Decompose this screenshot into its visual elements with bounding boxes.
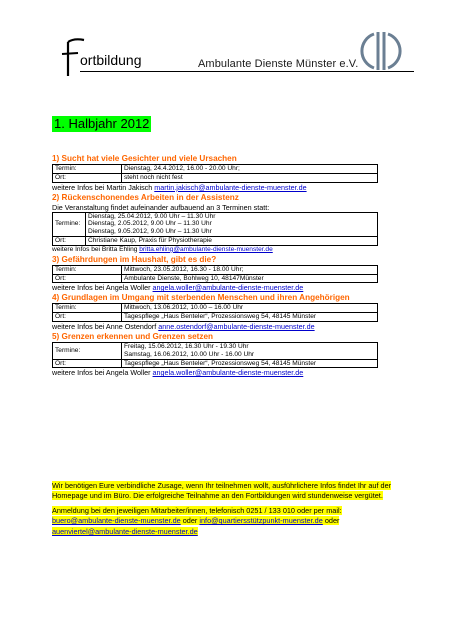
row-label: Termine: [53, 342, 122, 359]
contact-text: weitere Infos bei Britta Ehling [52, 245, 140, 253]
contact-email-link[interactable]: angela.woller@ambulante-dienste-muenster.de [152, 368, 304, 378]
notice-paragraph [52, 481, 404, 502]
termin-line: Freitag, 15.06.2012, 16.30 Uhr - 19.30 Uhr [124, 342, 249, 350]
table-row [53, 165, 378, 174]
contact-line [52, 368, 378, 377]
quartier-email-link[interactable]: info@quartiersstützpunkt-muenster.de [199, 516, 323, 526]
row-value: Dienstag, 24.4.2012, 16.00 - 20.00 Uhr; [122, 165, 378, 174]
contact-line [52, 246, 378, 254]
organization-logo-icon [360, 28, 408, 72]
section-title: 2) Rückenschonendes Arbeiten in der Assistenz [52, 192, 239, 202]
contact-email-link[interactable]: britta.ehling@ambulante-dienste-muenster.de [139, 245, 273, 253]
row-value [86, 212, 378, 236]
row-label: Ort: [53, 173, 122, 182]
termin-line: Samstag, 16.06.2012, 10.00 Uhr - 16.00 Uhr [124, 350, 255, 358]
row-label: Termin: [53, 304, 122, 313]
table-row [53, 236, 378, 245]
contact-email-link[interactable]: martin.jakisch@ambulante-dienste-muenster.de [154, 182, 307, 192]
section-title: 5) Grenzen erkennen und Grenzen setzen [52, 331, 214, 341]
row-label: Ort: [53, 274, 122, 283]
section-title: 4) Grundlagen im Umgang mit sterbenden Menschen und ihren Angehörigen [52, 293, 350, 303]
row-label: Termin: [53, 165, 122, 174]
contact-text: weitere Infos bei Angela Woller [52, 283, 153, 293]
registration-notice [52, 481, 404, 541]
table-row [53, 342, 378, 359]
contact-text: weitere Infos bei Angela Woller [52, 368, 153, 378]
row-label: Ort: [53, 359, 122, 368]
auenviertel-email-link[interactable]: auenviertel@ambulante-dienste-muenster.de [52, 526, 198, 536]
contact-email-link[interactable]: angela.woller@ambulante-dienste-muenster.de [152, 283, 304, 293]
course-info-table [52, 164, 378, 183]
course-info-table [52, 265, 378, 284]
course-section-2 [52, 193, 378, 254]
table-row [53, 212, 378, 236]
row-value: Tagespflege „Haus Benteler“, Prozessionsweg 54, 48145 Münster [122, 359, 378, 368]
contact-line [52, 283, 378, 292]
course-info-table [52, 303, 378, 322]
contact-line [52, 322, 378, 331]
table-row [53, 173, 378, 182]
course-list [52, 152, 378, 378]
row-value: Mittwoch, 13.06.2012, 10.00 – 16.00 Uhr [122, 304, 378, 313]
registration-text: Anmeldung bei den jeweiligen Mitarbeiter/innen, telefonisch 0251 / 133 010 oder per mail: [52, 505, 342, 515]
table-row [53, 313, 378, 322]
table-row [53, 274, 378, 283]
buero-email-link[interactable]: buero@ambulante-dienste-muenster.de [52, 516, 181, 526]
contact-text: weitere Infos bei Anne Ostendorf [52, 321, 159, 331]
section-note: Die Veranstaltung findet aufeinander aufbauend an 3 Terminen statt: [52, 202, 270, 212]
course-section-5 [52, 332, 378, 377]
row-value [122, 342, 378, 359]
oder-text: oder [180, 516, 200, 526]
course-info-table [52, 212, 378, 246]
row-label: Termine: [53, 212, 86, 236]
course-section-4 [52, 293, 378, 331]
course-section-1 [52, 154, 378, 192]
registration-paragraph [52, 506, 404, 537]
row-label: Termin: [53, 265, 122, 274]
termin-line: Dienstag, 25.04.2012, 9.00 Uhr – 11.30 Uhr [88, 212, 216, 220]
contact-line [52, 183, 378, 192]
row-value: Christiane Kaup, Praxis für Physiotherapie [86, 236, 378, 245]
section-title: 3) Gefährdungen im Haushalt, gibt es die? [52, 254, 217, 264]
row-label: Ort: [53, 236, 86, 245]
termin-line: Dienstag, 2.05.2012, 9.00 Uhr – 11.30 Uhr [88, 220, 212, 228]
notice-text: Wir benötigen Eure verbindliche Zusage, wenn Ihr teilnehmen wollt, ausführlichere Infos findet Ihr auf der Homepage und im Büro. Die erfolgreiche Teilnahme an den Fortbildungen wird stundenweise vergütet. [52, 481, 392, 501]
row-value: Mittwoch, 23.05.2012, 16.30 - 18.00 Uhr; [122, 265, 378, 274]
section-title: 1) Sucht hat viele Gesichter und viele Ursachen [52, 154, 237, 163]
row-value: Ambulante Dienste, Bohlweg 10, 48147Münster [122, 274, 378, 283]
organization-name: Ambulante Dienste Münster e.V. [198, 58, 359, 70]
logo-word: ortbildung [80, 52, 142, 68]
termin-line: Dienstag, 9.05.2012, 9.00 Uhr – 11.30 Uhr [88, 228, 212, 236]
oder-text: oder [322, 516, 340, 526]
contact-text: weitere Infos bei Martin Jakisch [52, 182, 155, 192]
contact-email-link[interactable]: anne.ostendorf@ambulante-dienste-muenster.de [158, 321, 315, 331]
course-section-3 [52, 255, 378, 293]
table-row [53, 304, 378, 313]
row-value: Tagespflege „Haus Benteler“, Prozessionsweg 54, 48145 Münster [122, 313, 378, 322]
table-row [53, 265, 378, 274]
page-title: 1. Halbjahr 2012 [54, 116, 150, 131]
course-info-table [52, 342, 378, 368]
row-label: Ort: [53, 313, 122, 322]
table-row [53, 359, 378, 368]
row-value: steht noch nicht fest [122, 173, 378, 182]
